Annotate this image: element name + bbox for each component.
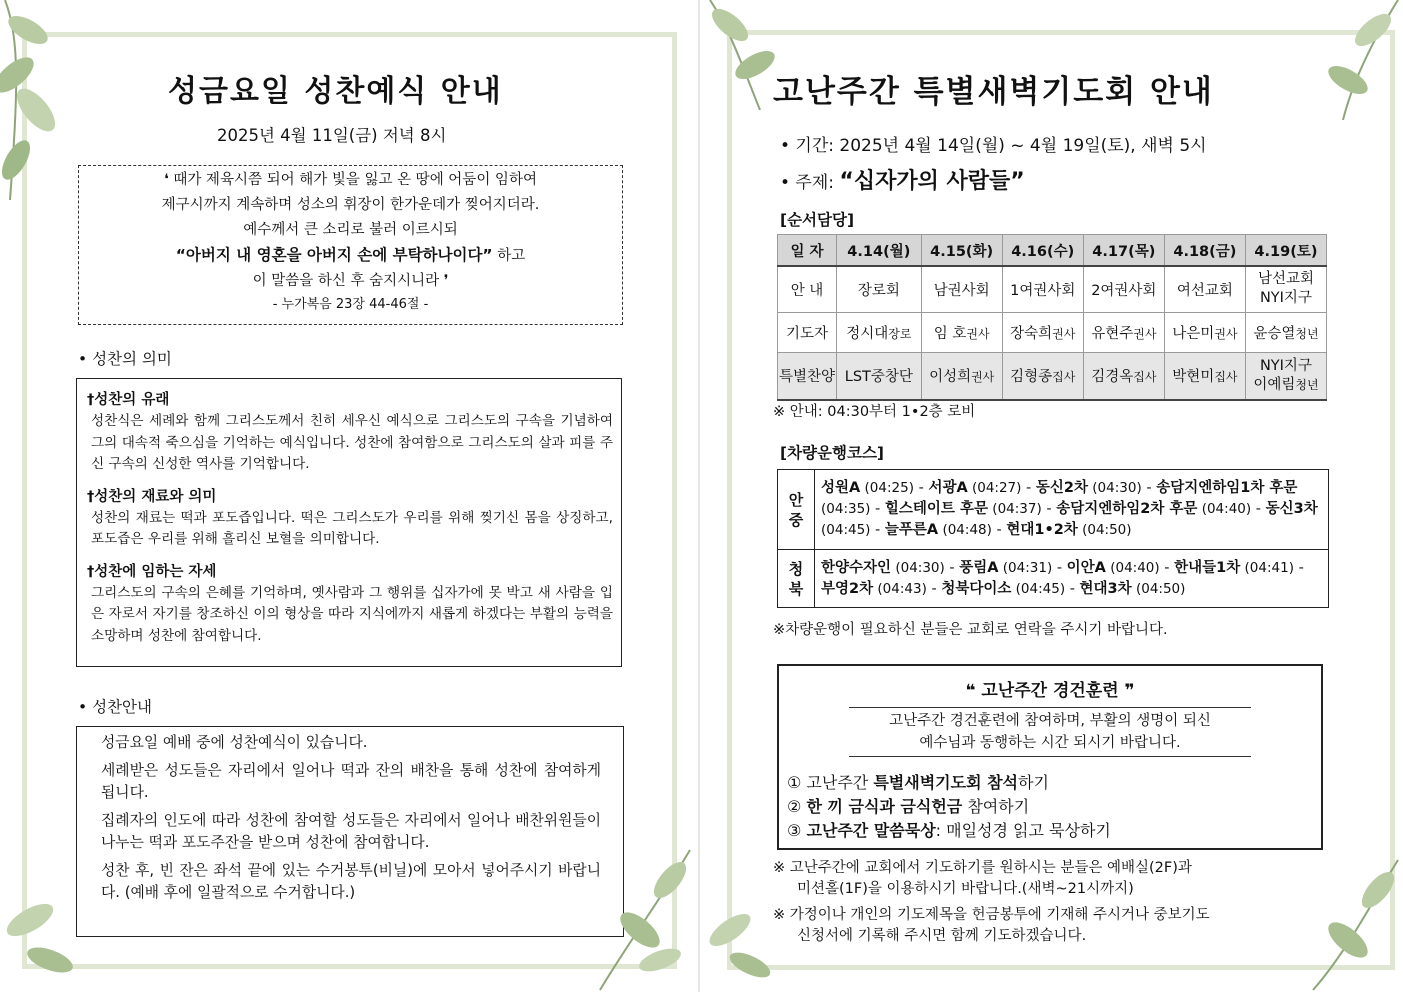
route-stop-name: 한내들1차 (1174, 559, 1241, 576)
training-subtitle-line: 예수님과 동행하는 시간 되시기 바랍니다. (919, 735, 1181, 751)
route-stop-name: 현대3차 (1079, 580, 1132, 597)
route-separator: - (1141, 480, 1157, 496)
training-item (787, 771, 1321, 795)
schedule-heading: [순서담당] (780, 211, 855, 229)
training-box (777, 664, 1323, 850)
schedule-cell (1245, 266, 1326, 312)
meaning-item-title: †성찬의 재료와 의미 (87, 488, 217, 505)
meaning-heading: • 성찬의 의미 (78, 350, 172, 368)
schedule-header-cell: 일 자 (778, 235, 837, 267)
person-name: 김형종 (1010, 369, 1053, 386)
person-title: 권사 (966, 326, 990, 341)
schedule-cell-line: NYI지구 (1259, 290, 1312, 307)
route-stop-time: (04:31) (998, 559, 1053, 576)
route-stop-name: 늘푸른A (884, 522, 939, 538)
leaf-decoration-icon (1303, 0, 1403, 120)
item-text: 하기 (1018, 773, 1049, 792)
route-stop-time: (04:45) (821, 522, 871, 538)
route-stop-time: (04:40) (1197, 501, 1252, 517)
schedule-header-cell: 4.18(금) (1164, 235, 1245, 267)
leaf-decoration-icon (0, 860, 80, 992)
footnote-line: ※ 고난주간에 교회에서 기도하기를 원하시는 분들은 예배실(2F)과 (773, 860, 1192, 876)
guide-box (76, 726, 624, 937)
schedule-cell-line (1246, 376, 1326, 395)
person-title: 권사 (971, 370, 995, 385)
schedule-header-cell: 4.19(토) (1245, 235, 1326, 267)
route-separator: - (1041, 501, 1057, 517)
schedule-cell: 여선교회 (1164, 266, 1245, 312)
route-stop-time: (04:30) (891, 559, 945, 576)
scripture-quote-tail: 하고 (492, 248, 526, 264)
route-stop-time: (04:45) (1011, 580, 1066, 597)
meaning-box (76, 378, 622, 667)
route-stop-time: (04:35) (821, 501, 871, 517)
guide-paragraph: 집례자의 인도에 따라 성찬에 참여할 성도들은 자리에서 일어나 배찬위원들이 나누는 떡과 포도주잔을 받으며 성찬에 참여합니다. (101, 812, 601, 851)
scripture-line: 예수께서 큰 소리로 불러 이르시되 (243, 222, 458, 238)
route-stops (815, 550, 1329, 608)
route-stop-time: (04:25) (860, 480, 914, 496)
schedule-cell: 남권사회 (921, 266, 1002, 312)
schedule-cell (1245, 312, 1326, 352)
person-title: 청년 (1295, 326, 1319, 341)
schedule-note: ※ 안내: 04:30부터 1•2층 로비 (773, 404, 976, 420)
person-title: 장로 (888, 326, 912, 341)
person-title: 집사 (1052, 370, 1076, 385)
schedule-cell: 장로회 (837, 266, 922, 312)
item-text: 고난주간 (801, 773, 874, 792)
scripture-line: ❛ 때가 제육시쯤 되어 해가 빛을 잃고 온 땅에 어둠이 임하여 (164, 172, 537, 188)
route-separator: - (913, 480, 929, 496)
right-page (700, 0, 1403, 992)
person-name: 유현주 (1091, 325, 1134, 342)
route-stop-name: 힐스테이트 후문 (884, 501, 989, 517)
schedule-header-cell: 4.14(월) (837, 235, 922, 267)
left-page (0, 0, 698, 992)
meaning-item-text: 그리스도의 구속의 은혜를 기억하며, 옛사람과 그 행위를 십자가에 못 박고 새 사람을 입은 자로서 자기를 창조하신 이의 형상을 따라 지식에까지 새롭게 하겠다는 부활의 능력을 소망하며 성찬에 참여합니다. (91, 584, 613, 644)
schedule-cell (921, 312, 1002, 352)
person-title: 권사 (1052, 326, 1076, 341)
schedule-row (778, 266, 1327, 312)
item-number: ② (787, 797, 802, 816)
scripture-reference: - 누가복음 23장 44-46절 - (272, 297, 429, 312)
route-separator: - (1251, 501, 1266, 517)
schedule-header-cell: 4.17(목) (1083, 235, 1164, 267)
person-name: 장숙희 (1010, 325, 1053, 342)
route-stop-time: (04:27) (967, 480, 1022, 496)
item-bold-text: 특별새벽기도회 참석 (873, 773, 1019, 792)
person-name: 임 호 (933, 325, 967, 342)
item-bold-text: 고난주간 말씀묵상 (806, 821, 936, 840)
guide-paragraph: 성금요일 예배 중에 성찬예식이 있습니다. (101, 734, 368, 751)
footnote-line: ※ 가정이나 개인의 기도제목을 헌금봉투에 기재해 주시거나 중보기도 (773, 907, 1210, 923)
route-stop-name: 동신3차 (1265, 501, 1318, 517)
route-separator: - (870, 501, 885, 517)
item-number: ③ (787, 821, 802, 840)
schedule-cell: 특별찬양 (778, 352, 837, 400)
route-separator: - (944, 559, 960, 576)
scripture-line: 이 말씀을 하신 후 숨지시니라 ❜ (252, 273, 449, 289)
schedule-cell-line: 남선교회 (1257, 271, 1314, 288)
person-name: 정시대 (846, 325, 889, 342)
meaning-item (87, 389, 613, 476)
meaning-item-text: 성찬식은 세례와 함께 그리스도께서 친히 세우신 예식으로 그리스도의 구속을 기념하여 그의 대속적 죽으심을 기억하는 예식입니다. 성찬에 참여함으로 그리스도의 살과 피를 주신 구속의 신성한 역사를 기억합니다. (91, 413, 613, 472)
route-row (778, 470, 1329, 550)
schedule-cell (1164, 352, 1245, 400)
schedule-table (777, 234, 1327, 401)
footnote (773, 858, 1192, 900)
meaning-item (87, 486, 613, 551)
meaning-item-title: †성찬의 유래 (87, 392, 170, 408)
route-stop-time: (04:37) (988, 501, 1042, 517)
route-note: ※차량운행이 필요하신 분들은 교회로 연락을 주시기 바랍니다. (773, 622, 1168, 638)
schedule-cell (921, 352, 1002, 400)
training-subtitle-line: 고난주간 경건훈련에 참여하며, 부활의 생명이 되신 (889, 713, 1211, 729)
event-datetime: 2025년 4월 11일(금) 저녁 8시 (217, 126, 447, 145)
schedule-cell (837, 312, 922, 352)
schedule-header-cell: 4.16(수) (1002, 235, 1083, 267)
route-row (778, 550, 1329, 608)
item-bold-text: 한 끼 금식과 금식헌금 (806, 797, 963, 816)
route-separator: - (991, 522, 1007, 538)
route-stop-name: 한양수자인 (821, 559, 892, 576)
person-name: 이성희 (929, 369, 972, 386)
route-stop-name: 부영2차 (821, 580, 874, 597)
schedule-cell (1245, 352, 1326, 400)
scripture-line: 제구시까지 계속하며 성소의 휘장이 한가운데가 찢어지더라. (161, 197, 540, 213)
schedule-cell (1083, 352, 1164, 400)
guide-heading: • 성찬안내 (78, 698, 152, 716)
route-stop-name: 송담지엔하임2차 후문 (1056, 501, 1198, 517)
prayer-theme (780, 164, 1025, 195)
meaning-item (87, 561, 613, 648)
item-text: 참여하기 (962, 797, 1030, 816)
item-number: ① (787, 773, 802, 792)
meaning-item-text: 성찬의 재료는 떡과 포도즙입니다. 떡은 그리스도가 우리를 위해 찢기신 몸을 상징하고, 포도즙은 우리를 위해 흘리신 보혈을 의미합니다. (91, 509, 613, 547)
person-name: 김경옥 (1091, 369, 1134, 386)
route-label: 청 북 (778, 550, 815, 608)
training-subtitle (849, 707, 1251, 757)
leaf-decoration-icon (0, 0, 90, 200)
schedule-cell: LST중창단 (837, 352, 922, 400)
person-name: 윤승열 (1253, 325, 1296, 342)
route-separator: - (926, 580, 942, 597)
person-title: 청년 (1295, 377, 1319, 392)
schedule-cell (1164, 312, 1245, 352)
item-text: : 매일성경 읽고 묵상하기 (935, 821, 1111, 840)
route-stop-name: 송담지엔하임1차 후문 (1156, 480, 1298, 496)
training-item (787, 795, 1321, 819)
theme-label: • 주제: (780, 173, 840, 193)
route-stop-time: (04:50) (1131, 580, 1186, 597)
person-title: 권사 (1214, 326, 1238, 341)
route-label: 안 중 (778, 470, 815, 550)
route-stop-time: (04:43) (873, 580, 927, 597)
schedule-cell: 2여권사회 (1083, 266, 1164, 312)
schedule-cell (1083, 312, 1164, 352)
schedule-header-cell: 4.15(화) (921, 235, 1002, 267)
route-stop-name: 청북다이소 (941, 580, 1012, 597)
page-title: 고난주간 특별새벽기도회 안내 (773, 74, 1214, 110)
footnote (773, 905, 1210, 947)
prayer-period: • 기간: 2025년 4월 14일(월) ~ 4월 19일(토), 새벽 5시 (780, 136, 1207, 156)
route-stops (815, 470, 1329, 550)
person-title: 집사 (1214, 370, 1238, 385)
route-separator: - (870, 522, 885, 538)
training-list (787, 771, 1321, 843)
theme-value: “십자가의 사람들” (839, 169, 1025, 194)
leaf-decoration-icon (590, 840, 698, 992)
page-title: 성금요일 성찬예식 안내 (168, 74, 503, 109)
person-name: 나은미 (1172, 325, 1215, 342)
person-name: 이예림 (1253, 376, 1296, 393)
route-separator: - (1293, 559, 1304, 576)
schedule-cell (1002, 312, 1083, 352)
guide-paragraph: 성찬 후, 빈 잔은 좌석 끝에 있는 수거봉투(비닐)에 모아서 넣어주시기 바랍니다. (예배 후에 일괄적으로 수거합니다.) (101, 862, 601, 901)
meaning-item-title: †성찬에 임하는 자세 (87, 563, 217, 580)
person-name: 박현미 (1172, 369, 1215, 386)
guide-paragraph: 세례받은 성도들은 자리에서 일어나 떡과 잔의 배찬을 통해 성찬에 참여하게 됩니다. (101, 762, 601, 801)
schedule-cell (1002, 352, 1083, 400)
route-stop-name: 성원A (821, 480, 861, 496)
route-table (777, 469, 1329, 608)
schedule-header-row (778, 235, 1327, 267)
route-stop-time: (04:40) (1105, 559, 1160, 576)
route-stop-time: (04:50) (1077, 522, 1132, 538)
scripture-quote: “아버지 내 영혼을 아버지 손에 부탁하나이다” (175, 246, 493, 264)
schedule-cell: 안 내 (778, 266, 837, 312)
route-separator: - (1021, 480, 1036, 496)
route-heading: [차량운행코스] (780, 444, 885, 462)
scripture-box (78, 165, 623, 325)
person-title: 권사 (1133, 326, 1157, 341)
training-item (787, 819, 1321, 843)
route-stop-name: 동신2차 (1035, 480, 1088, 496)
route-stop-name: 이안A (1066, 559, 1106, 576)
schedule-cell: 1여권사회 (1002, 266, 1083, 312)
leaf-decoration-icon (1293, 850, 1403, 992)
schedule-row (778, 312, 1327, 352)
route-stop-time: (04:48) (938, 522, 992, 538)
route-stop-name: 풍림A (959, 559, 999, 576)
route-stop-time: (04:30) (1088, 480, 1142, 496)
route-separator: - (1052, 559, 1067, 576)
footnote-line: 신청서에 기록해 주시면 함께 기도하겠습니다. (797, 928, 1087, 944)
schedule-cell: 기도자 (778, 312, 837, 352)
route-separator: - (1065, 580, 1080, 597)
person-title: 집사 (1133, 370, 1157, 385)
schedule-cell-line: NYI지구 (1259, 357, 1312, 374)
route-stop-name: 서광A (928, 480, 968, 496)
route-stop-name: 현대1•2차 (1006, 522, 1078, 538)
leaf-decoration-icon (700, 870, 780, 992)
schedule-row (778, 352, 1327, 400)
footnote-line: 미션홀(1F)을 이용하시기 바랍니다.(새벽~21시까지) (797, 881, 1134, 897)
scripture-line (79, 243, 622, 269)
training-title: ❝ 고난주간 경건훈련 ❞ (965, 681, 1135, 701)
route-stop-time: (04:41) (1240, 559, 1294, 576)
route-separator: - (1159, 559, 1175, 576)
